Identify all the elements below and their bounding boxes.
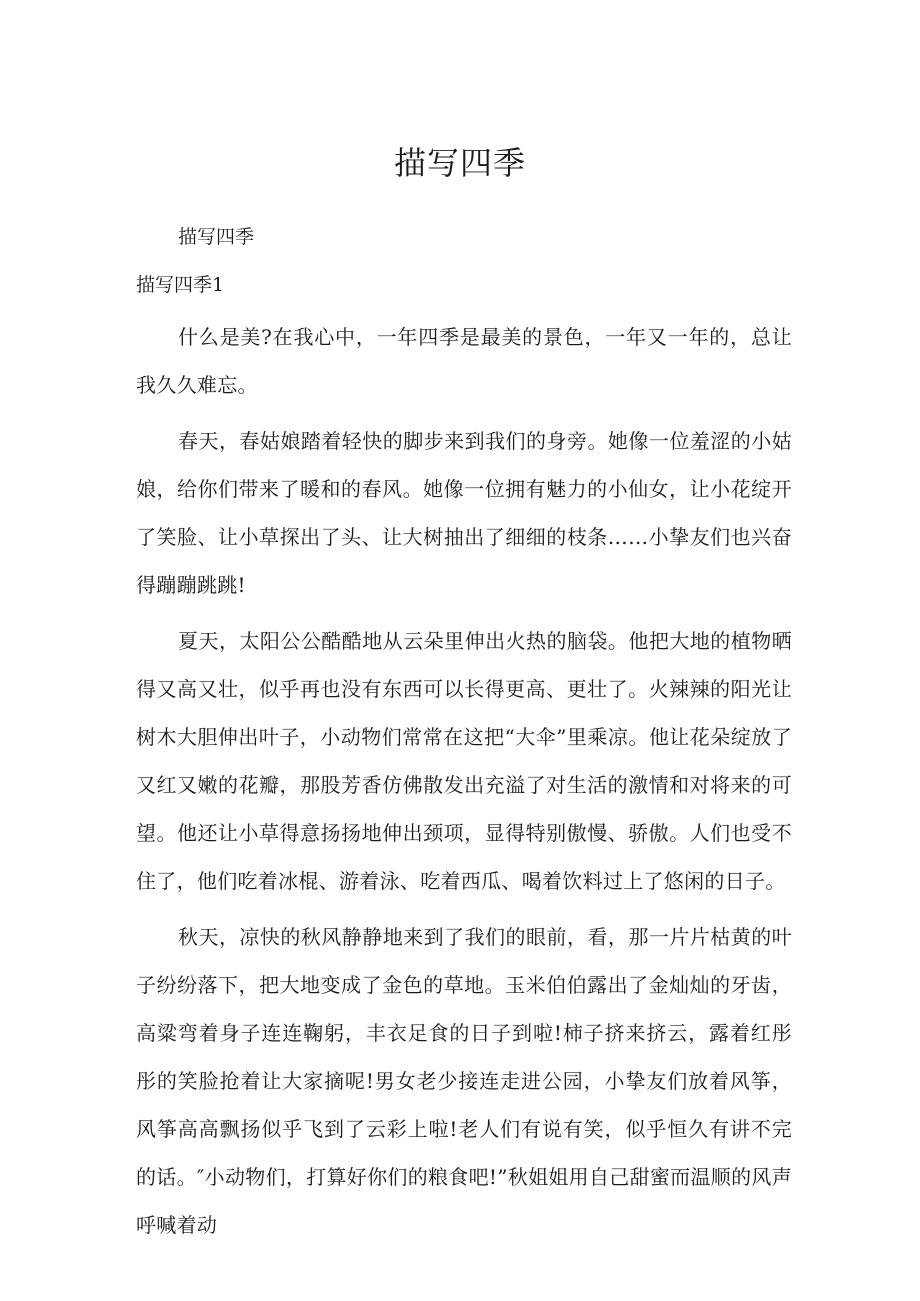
document-title: 描写四季 (393, 144, 526, 182)
section-heading: 描写四季1 (136, 274, 225, 296)
document-subtitle: 描写四季 (178, 226, 255, 248)
paragraph-spring: 春天，春姑娘踏着轻快的脚步来到我们的身旁。她像一位羞涩的小姑娘，给你们带来了暖和的春风。她像一位拥有魅力的小仙女，让小花绽开了笑脸、让小草探出了头、让大树抽出了细细的枝条……小挚友们也兴奋得蹦蹦跳跳! (136, 429, 792, 597)
document-body (136, 313, 792, 1257)
paragraph-intro: 什么是美?在我心中，一年四季是最美的景色，一年又一年的，总让我久久难忘。 (136, 325, 792, 397)
paragraph-autumn: 秋天，凉快的秋风静静地来到了我们的眼前，看，那一片片枯黄的叶子纷纷落下，把大地变成了金色的草地。玉米伯伯露出了金灿灿的牙齿，高粱弯着身子连连鞠躬，丰衣足食的日子到啦!柿子挤来挤云，露着红彤彤的笑脸抢着让大家摘呢!男女老少接连走进公园，小挚友们放着风筝，风筝高高飘扬似乎飞到了云彩上啦!老人们有说有笑，似乎恒久有讲不完的话。″小动物们，打算好你们的粮食吧!”秋姐姐用自己甜蜜而温顺的风声呼喊着动 (136, 925, 792, 1237)
paragraph-summer: 夏天，太阳公公酷酷地从云朵里伸出火热的脑袋。他把大地的植物晒得又高又壮，似乎再也没有东西可以长得更高、更壮了。火辣辣的阳光让树木大胆伸出叶子，小动物们常常在这把“大伞”里乘凉。他让花朵绽放了又红又嫩的花瓣，那股芳香仿佛散发出充溢了对生活的激情和对将来的可望。他还让小草得意扬扬地伸出颈项，显得特别傲慢、骄傲。人们也受不住了，他们吃着冰棍、游着泳、吃着西瓜、喝着饮料过上了悠闲的日子。 (136, 629, 792, 893)
